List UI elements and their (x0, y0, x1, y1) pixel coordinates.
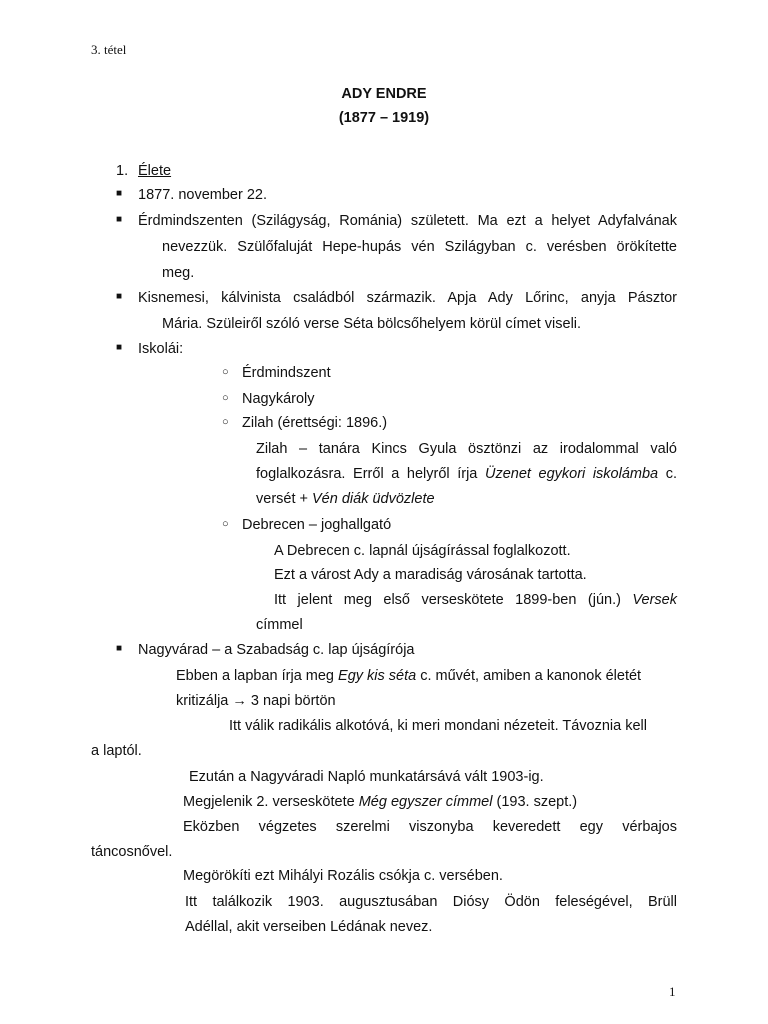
bullet-birthdate: 1877. november 22. (138, 187, 267, 203)
varad-line-7: Eközben végzetes szerelmi viszonyba keveredett egy vérbajos (183, 819, 677, 835)
bullet-marker: ■ (116, 643, 123, 654)
school-item: Nagykároly (242, 391, 315, 407)
debrecen-line-1: A Debrecen c. lapnál újságírással foglalkozott. (274, 543, 571, 559)
sub-bullet-marker: ○ (222, 518, 229, 530)
varad-line-10: Itt találkozik 1903. augusztusában Diósy Ödön feleségével, Brüll (185, 894, 677, 910)
varad-line-4: a laptól. (91, 743, 142, 759)
sub-bullet-marker: ○ (222, 416, 229, 428)
section-heading: Élete (138, 163, 172, 179)
bullet-marker: ■ (116, 342, 123, 353)
varad-line-1: Ebben a lapban írja meg Egy kis séta c. művét, amiben a kanonok életét (176, 668, 642, 684)
schools-label: Iskolái: (138, 341, 184, 357)
school-item: Zilah (érettségi: 1896.) (242, 415, 388, 431)
family-line-1: Kisnemesi, kálvinista családból származik. Apja Ady Lőrinc, anyja Pásztor (138, 290, 677, 306)
page-title: ADY ENDRE (341, 86, 427, 102)
debrecen-line-4: címmel (256, 617, 303, 633)
debrecen-line-3: Itt jelent meg első verseskötete 1899-ben (jún.) Versek (274, 592, 677, 608)
nagyvarad-heading: Nagyvárad – a Szabadság c. lap újságírója (138, 642, 415, 658)
bullet-marker: ■ (116, 291, 123, 302)
zilah-line-3: versét + Vén diák üdvözlete (256, 491, 435, 507)
varad-line-5: Ezután a Nagyváradi Napló munkatársává vált 1903-ig. (189, 769, 544, 785)
section-number: 1. (116, 163, 129, 179)
sub-bullet-marker: ○ (222, 392, 229, 404)
page-subtitle-years: (1877 – 1919) (338, 110, 430, 126)
varad-line-2: kritizálja → 3 napi börtön (176, 693, 336, 709)
bullet-marker: ■ (116, 214, 123, 225)
family-line-2: Mária. Szüleiről szóló verse Séta bölcsőhelyem körül címet viseli. (162, 316, 582, 332)
varad-line-6: Megjelenik 2. verseskötete Még egyszer címmel (193. szept.) (183, 794, 578, 810)
birthplace-line-3: meg. (162, 265, 195, 281)
school-item: Érdmindszent (242, 365, 331, 381)
varad-line-3: Itt válik radikális alkotóvá, ki meri mondani nézeteit. Távoznia kell (229, 718, 648, 734)
page-header: 3. tétel (91, 42, 127, 57)
varad-line-11: Adéllal, akit verseiben Lédának nevez. (185, 919, 433, 935)
varad-line-9: Megörökíti ezt Mihályi Rozális csókja c. versében. (183, 868, 503, 884)
birthplace-line-1: Érdmindszenten (Szilágyság, Románia) született. Ma ezt a helyet Adyfalvának (138, 213, 677, 229)
birthplace-line-2: nevezzük. Szülőfaluját Hepe-hupás vén Szilágyban c. verésben örökítette (162, 239, 677, 255)
school-item: Debrecen – joghallgató (242, 517, 392, 533)
bullet-marker: ■ (116, 188, 123, 199)
debrecen-line-2: Ezt a várost Ady a maradiság városának tartotta. (274, 567, 587, 583)
zilah-line-1: Zilah – tanára Kincs Gyula ösztönzi az irodalommal való (256, 441, 677, 457)
page-number: 1 (669, 984, 676, 999)
sub-bullet-marker: ○ (222, 366, 229, 378)
varad-line-8: táncosnővel. (91, 844, 173, 860)
zilah-line-2: foglalkozásra. Erről a helyről írja Üzenet egykori iskolámba c. (256, 466, 677, 482)
